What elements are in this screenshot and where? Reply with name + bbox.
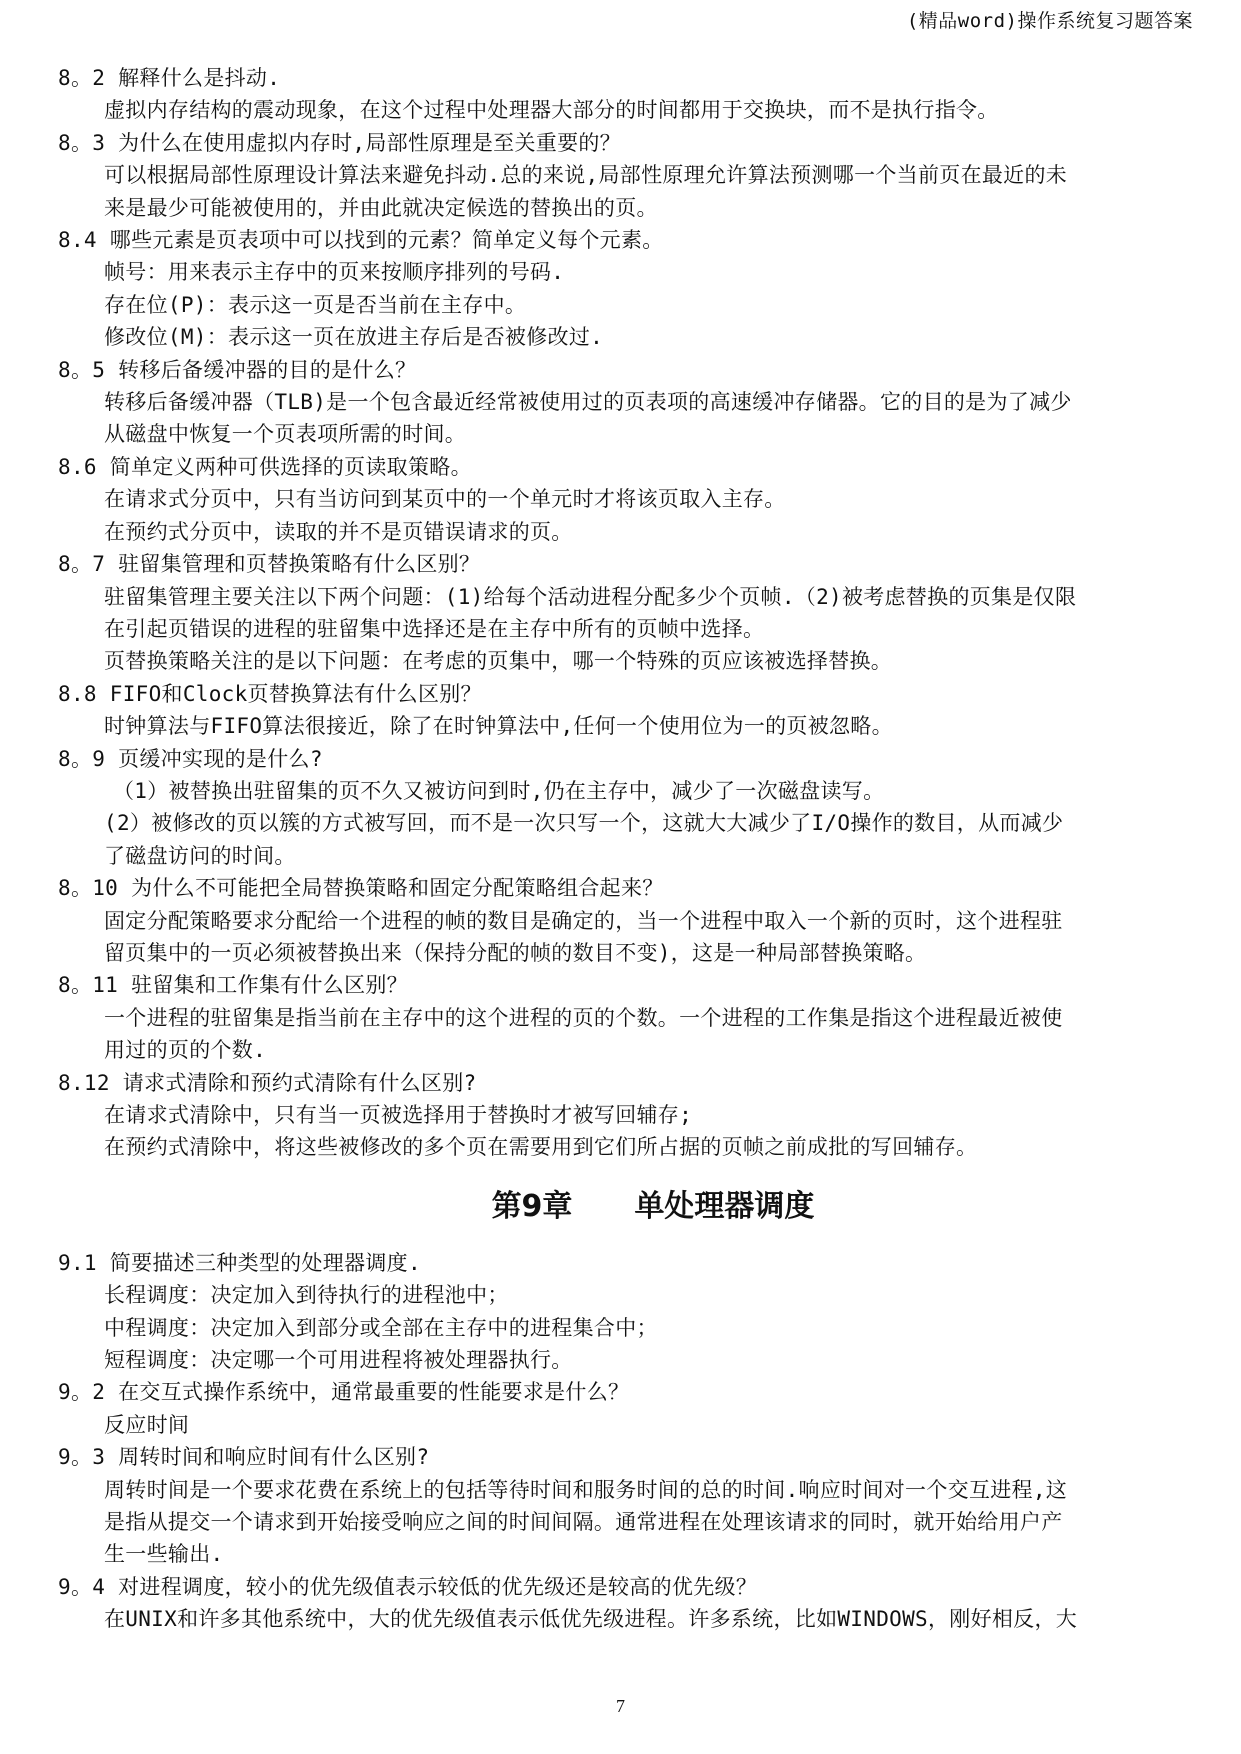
answer-line: 时钟算法与FIFO算法很接近，除了在时钟算法中,任何一个使用位为一的页被忽略。 (104, 714, 893, 739)
answer-line: 虚拟内存结构的震动现象，在这个过程中处理器大部分的时间都用于交换块，而不是执行指令。 (104, 98, 999, 123)
question-line: 9。2 在交互式操作系统中，通常最重要的性能要求是什么？ (58, 1380, 630, 1405)
answer-line: 来是最少可能被使用的，并由此就决定候选的替换出的页。 (104, 195, 658, 220)
answer-line: 一个进程的驻留集是指当前在主存中的这个进程的页的个数。一个进程的工作集是指这个进程最近被使 (104, 1005, 1063, 1030)
answer-line: 反应时间 (104, 1412, 190, 1437)
answer-line: 页替换策略关注的是以下问题：在考虑的页集中，哪一个特殊的页应该被选择替换。 (104, 649, 893, 674)
answer-line: 在UNIX和许多其他系统中，大的优先级值表示低优先级进程。许多系统，比如WINDOWS，刚好相反，大 (104, 1607, 1078, 1632)
question-line: 8。2 解释什么是抖动. (58, 66, 281, 90)
chapter-number: 第9章 (491, 1188, 573, 1224)
answer-line: 长程调度：决定加入到待执行的进程池中； (104, 1283, 509, 1308)
answer-line: 固定分配策略要求分配给一个进程的帧的数目是确定的，当一个进程中取入一个新的页时，这个进程驻 (104, 908, 1063, 933)
question-line: 8.6 简单定义两种可供选择的页读取策略。 (58, 454, 472, 479)
page-header: (精品word)操作系统复习题答案 (906, 10, 1193, 32)
question-line: 8.4 哪些元素是页表项中可以找到的元素？简单定义每个元素。 (58, 228, 664, 253)
chapter-heading (58, 1187, 1188, 1227)
answer-line: 了磁盘访问的时间。 (104, 843, 296, 868)
question-line: 8。3 为什么在使用虚拟内存时,局部性原理是至关重要的？ (58, 130, 621, 155)
answer-line: 在请求式分页中，只有当访问到某页中的一个单元时才将该页取入主存。 (104, 487, 786, 512)
answer-line: 周转时间是一个要求花费在系统上的包括等待时间和服务时间的总的时间.响应时间对一个交互进程,这 (104, 1477, 1068, 1502)
question-line: 8.8 FIFO和Clock页替换算法有什么区别？ (58, 681, 482, 706)
answer-line: 在预约式清除中，将这些被修改的多个页在需要用到它们所占据的页帧之前成批的写回辅存。 (104, 1135, 978, 1160)
answer-line: (2）被修改的页以簇的方式被写回，而不是一次只写一个，这就大大减少了I/O操作的数目，从而减少 (104, 811, 1064, 836)
answer-line: 中程调度：决定加入到部分或全部在主存中的进程集合中； (104, 1315, 658, 1340)
answer-line: （1）被替换出驻留集的页不久又被访问到时,仍在主存中，减少了一次磁盘读写。 (113, 778, 885, 803)
question-line: 9。3 周转时间和响应时间有什么区别? (58, 1445, 430, 1470)
document-body (58, 62, 1188, 1636)
question-line: 8。7 驻留集管理和页替换策略有什么区别？ (58, 552, 481, 577)
page-number: 7 (616, 1696, 625, 1716)
answer-line: 短程调度：决定哪一个可用进程将被处理器执行。 (104, 1348, 573, 1373)
answer-line: 可以根据局部性原理设计算法来避免抖动.总的来说,局部性原理允许算法预测哪一个当前页在最近的未 (104, 163, 1068, 188)
answer-line: 用过的页的个数. (104, 1038, 267, 1063)
question-line: 8。9 页缓冲实现的是什么? (58, 746, 323, 771)
answer-line: 留页集中的一页必须被替换出来（保持分配的帧的数目不变)，这是一种局部替换策略。 (104, 940, 927, 965)
question-line: 8。11 驻留集和工作集有什么区别？ (58, 973, 408, 998)
question-line: 9。4 对进程调度，较小的优先级值表示较低的优先级还是较高的优先级？ (58, 1574, 758, 1599)
answer-line: 转移后备缓冲器（TLB)是一个包含最近经常被使用过的页表项的高速缓冲存储器。它的目的是为了减少 (104, 390, 1072, 415)
answer-line: 存在位(P)：表示这一页是否当前在主存中。 (104, 292, 527, 317)
answer-line: 是指从提交一个请求到开始接受响应之间的时间间隔。通常进程在处理该请求的同时，就开始给用户产 (104, 1510, 1063, 1535)
answer-line: 在引起页错误的进程的驻留集中选择还是在主存中所有的页帧中选择。 (104, 616, 765, 641)
answer-line: 驻留集管理主要关注以下两个问题：(1)给每个活动进程分配多少个页帧.（2)被考虑替换的页集是仅限 (104, 584, 1077, 609)
answer-line: 修改位(M)：表示这一页在放进主存后是否被修改过. (104, 325, 604, 350)
question-line: 8。5 转移后备缓冲器的目的是什么？ (58, 357, 417, 382)
answer-line: 从磁盘中恢复一个页表项所需的时间。 (104, 422, 467, 447)
answer-line: 生一些输出. (104, 1542, 224, 1567)
question-line: 9.1 简要描述三种类型的处理器调度. (58, 1250, 421, 1275)
question-line: 8。10 为什么不可能把全局替换策略和固定分配策略组合起来？ (58, 876, 664, 901)
chapter-title: 单处理器调度 (634, 1188, 815, 1224)
chapter-9-answers (58, 1247, 1188, 1636)
chapter-8-answers (58, 62, 1188, 1164)
answer-line: 在预约式分页中，读取的并不是页错误请求的页。 (104, 519, 573, 544)
question-line: 8.12 请求式清除和预约式清除有什么区别? (58, 1070, 477, 1095)
answer-line: 帧号：用来表示主存中的页来按顺序排列的号码. (104, 260, 565, 285)
answer-line: 在请求式清除中，只有当一页被选择用于替换时才被写回辅存; (104, 1103, 693, 1127)
